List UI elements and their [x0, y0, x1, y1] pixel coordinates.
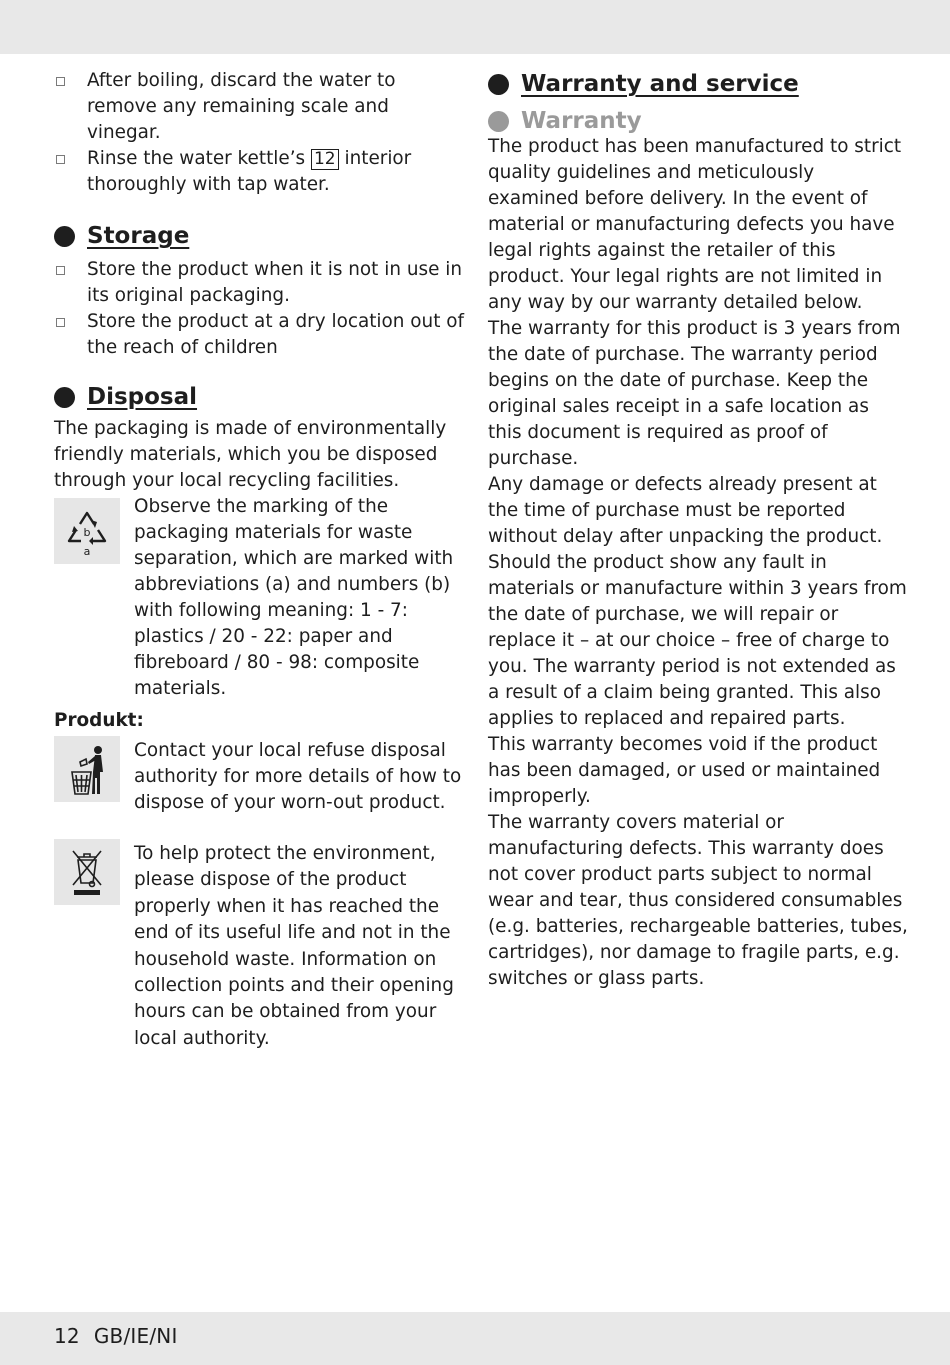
recycle-text: Observe the marking of the packaging materials for waste separation, which are marked with abbreviations (a) and numbers (b) with following meaning: 1 - 7: plastics / 20 - 22: paper and fibreboard / 80 - 98: composite materials. — [134, 496, 454, 699]
recycling-symbol-icon — [54, 498, 120, 564]
checkbox-bullet-icon — [56, 318, 65, 327]
bullet-dot-icon — [54, 387, 75, 408]
right-column — [488, 68, 908, 992]
warranty-service-heading: Warranty and service — [488, 68, 908, 100]
list-item: After boiling, discard the water to remove any remaining scale and vinegar. — [54, 68, 464, 146]
top-bar — [0, 0, 950, 54]
warranty-paragraph: The warranty for this product is 3 years from the date of purchase. The warranty period begins on the date of purchase. Keep the original sales receipt in a safe location as this document is required as proof of purchase. — [488, 318, 901, 469]
storage-heading: Storage — [54, 220, 464, 252]
warranty-paragraph: This warranty becomes void if the product has been damaged, or used or maintained improperly. — [488, 734, 881, 807]
bullet-dot-icon — [488, 111, 509, 132]
part-reference-number: 12 — [311, 149, 339, 170]
recycle-letter-b: b — [83, 526, 91, 539]
page-footer — [54, 1324, 192, 1348]
recycle-info-row — [54, 494, 464, 702]
warranty-paragraph: The warranty covers material or manufacturing defects. This warranty does not cover product parts subject to normal wear and tear, thus considered consumables (e.g. batteries, rechargeable batteries, tubes, cartridges), nor damage to fragile parts, e.g. switches or glass parts. — [488, 812, 908, 989]
warranty-subheading: Warranty — [488, 105, 908, 137]
checkbox-bullet-icon — [56, 77, 65, 86]
disposal-intro: The packaging is made of environmentally friendly materials, which you be disposed through your local recycling facilities. — [54, 418, 447, 491]
weee-info-row — [54, 841, 464, 1052]
page-number: 12 — [54, 1324, 80, 1348]
warranty-paragraph: Any damage or defects already present at the time of purchase must be reported without delay after unpacking the product. — [488, 474, 883, 547]
trash-info-row — [54, 738, 464, 816]
warranty-paragraph: The product has been manufactured to strict quality guidelines and meticulously examined before delivery. In the event of material or manufacturing defects you have legal rights against the retailer of this product. Your legal rights are not limited in any way by our warranty detailed below. — [488, 136, 902, 313]
bullet-dot-icon — [488, 74, 509, 95]
intro-bullet-list — [54, 68, 464, 198]
recycle-letter-a: a — [83, 545, 91, 558]
product-label: Produkt: — [54, 710, 144, 731]
checkbox-bullet-icon — [56, 155, 65, 164]
list-item: Store the product at a dry location out of the reach of children — [54, 309, 464, 361]
storage-bullet-list — [54, 257, 464, 361]
list-item: Store the product when it is not in use in its original packaging. — [54, 257, 464, 309]
weee-text: To help protect the environment, please dispose of the product properly when it has reached the end of its useful life and not in the household waste. Information on collection points and their opening hours can be obtained from your local authority. — [134, 843, 454, 1049]
disposal-heading: Disposal — [54, 381, 464, 413]
bullet-dot-icon — [54, 226, 75, 247]
left-column — [54, 68, 464, 1052]
crossed-out-wheelie-bin-icon — [54, 839, 120, 905]
person-disposing-litter-icon — [54, 736, 120, 802]
warranty-paragraph: Should the product show any fault in materials or manufacture within 3 years from the date of purchase, we will repair or replace it – at our choice – free of charge to you. The warranty period is not extended as a result of a claim being granted. This also applies to replaced and repaired parts. — [488, 552, 907, 729]
region-code: GB/IE/NI — [93, 1324, 178, 1348]
checkbox-bullet-icon — [56, 266, 65, 275]
trash-text: Contact your local refuse disposal authority for more details of how to dispose of your worn-out product. — [134, 740, 462, 813]
list-item: Rinse the water kettle’s 12 interior thoroughly with tap water. — [54, 146, 464, 198]
